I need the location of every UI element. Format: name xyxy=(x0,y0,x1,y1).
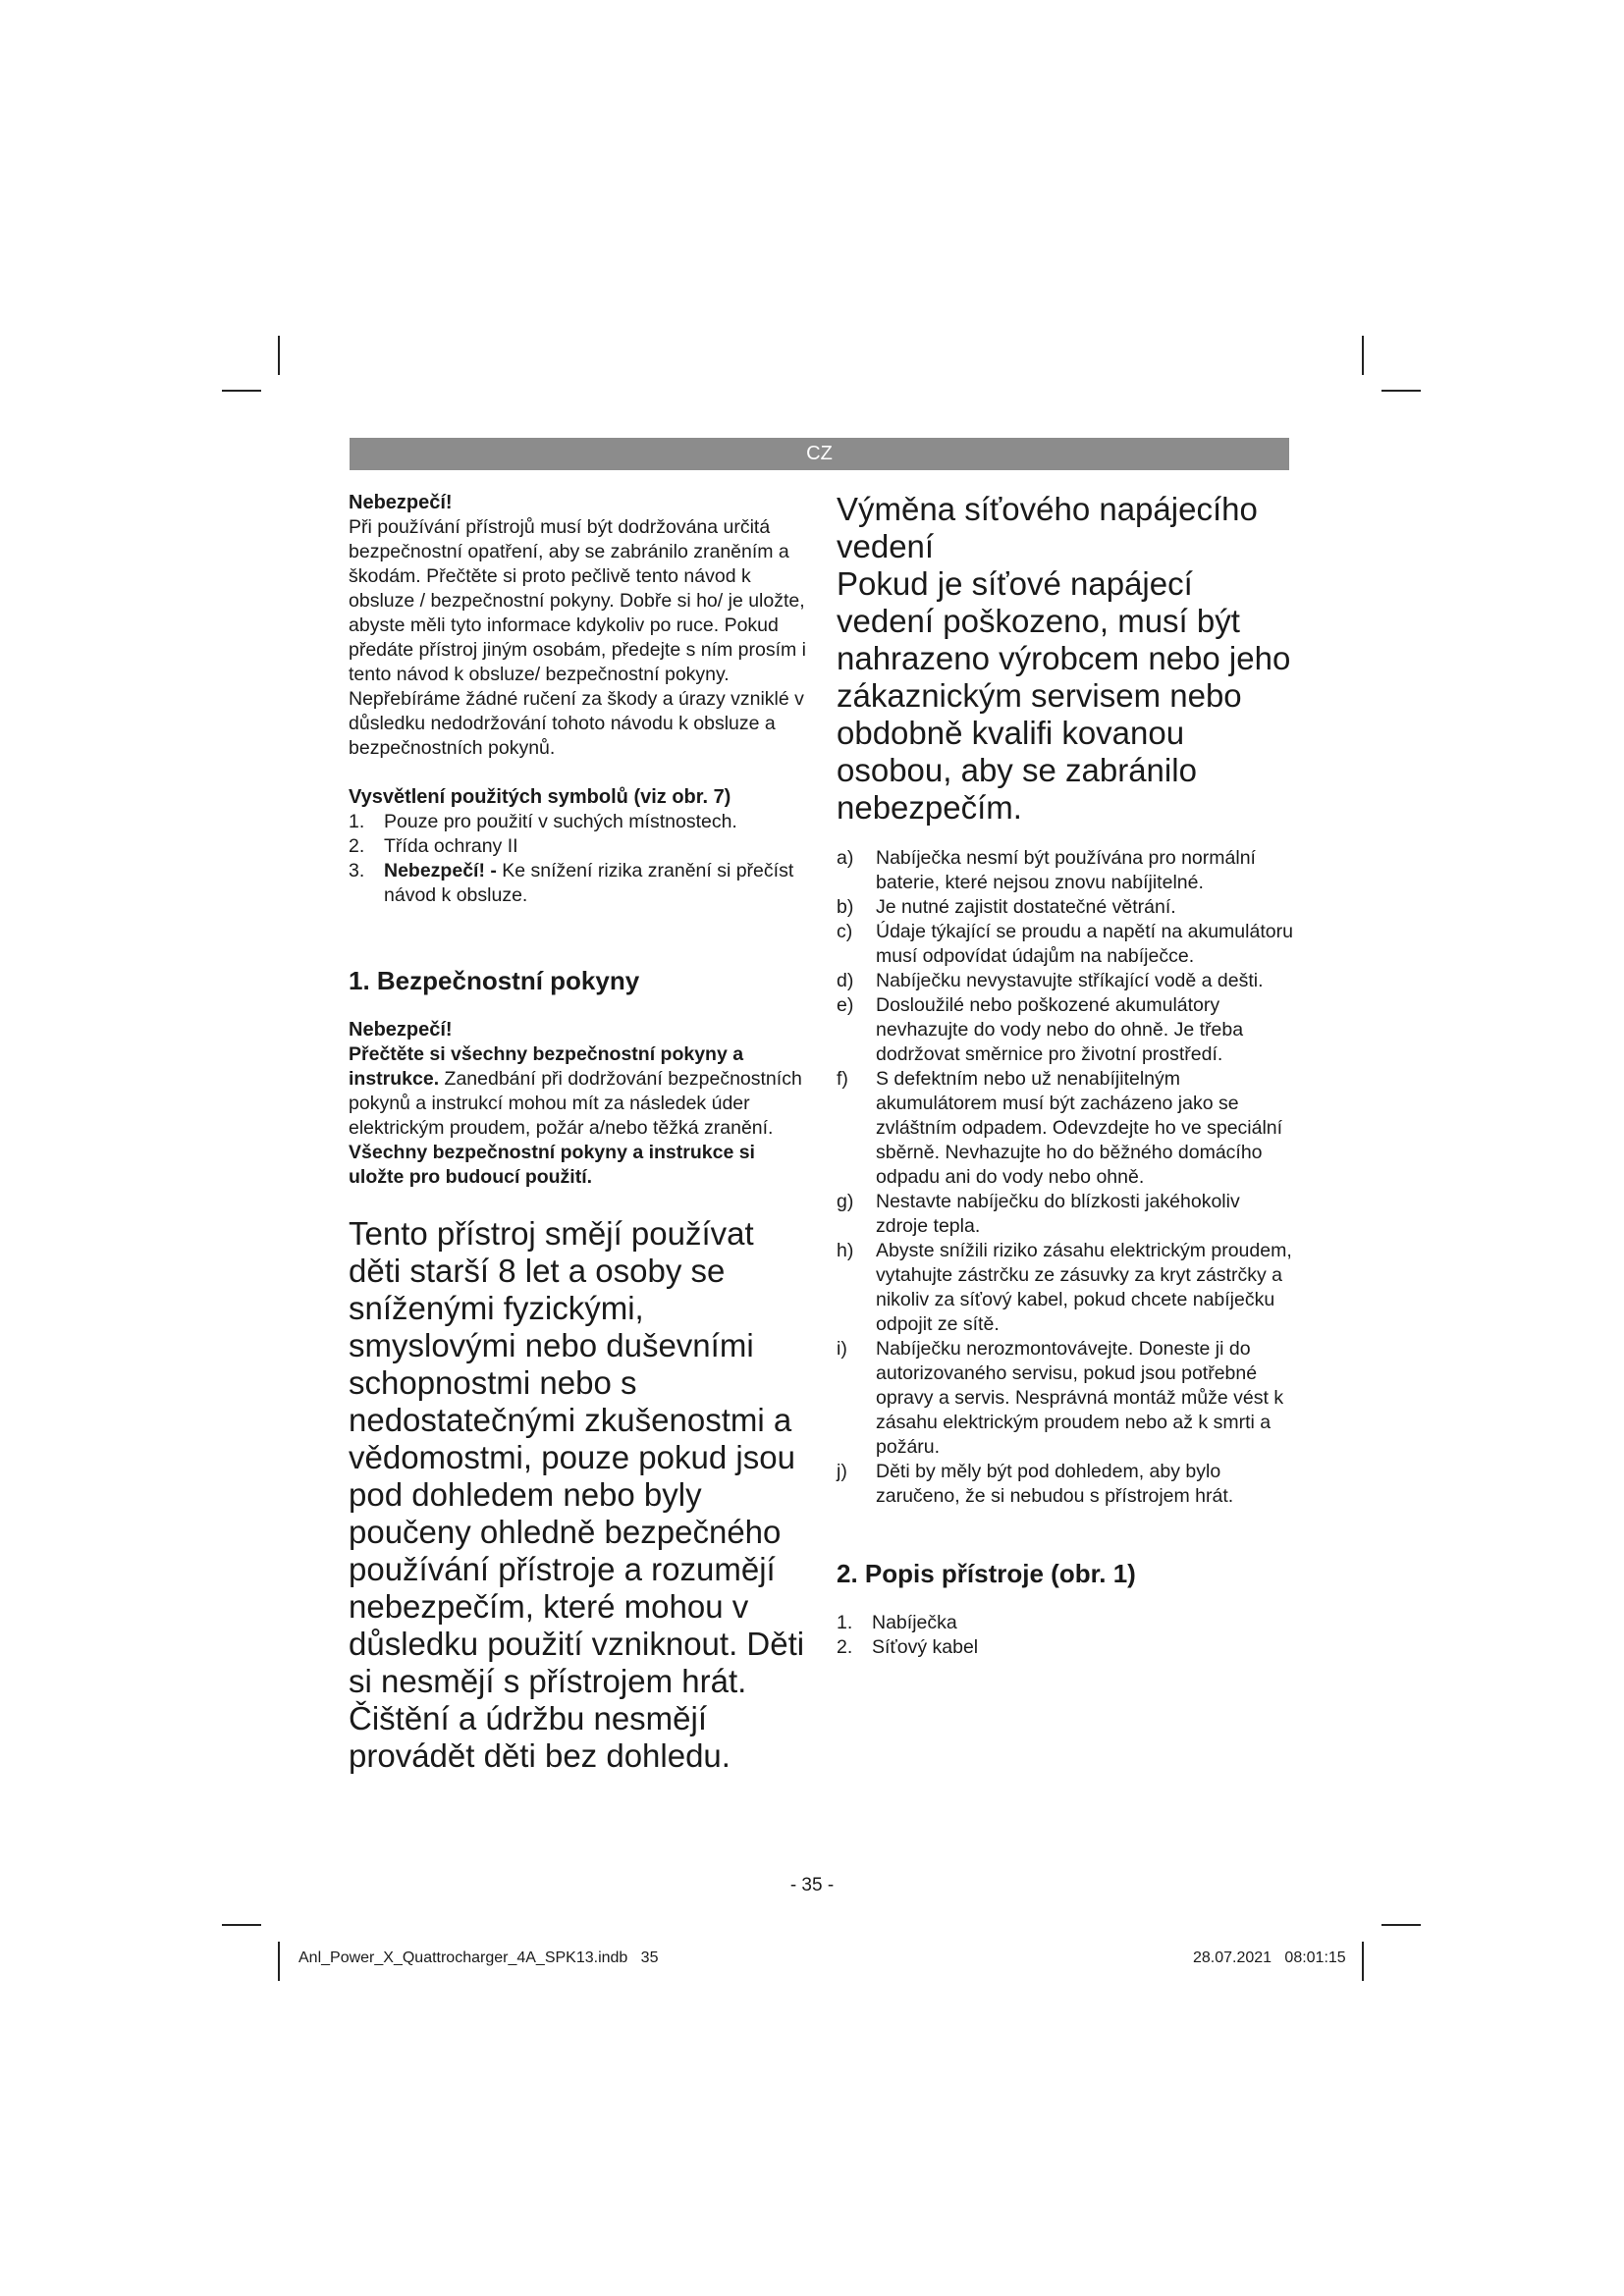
language-header-bar xyxy=(350,438,1289,470)
list-label: a) xyxy=(837,847,854,869)
list-item xyxy=(837,920,1296,969)
list-text: Nabíječku nevystavujte stříkající vodě a dešti. xyxy=(876,970,1264,991)
crop-mark xyxy=(1381,390,1421,392)
list-text: Abyste snížili riziko zásahu elektrickým proudem, vytahujte zástrčku ze zásuvky za kryt zástrčky a nikoliv za síťový kabel, pokud chcete nabíječku odpojit ze sítě. xyxy=(876,1240,1292,1335)
section-heading-description: 2. Popis přístroje (obr. 1) xyxy=(837,1559,1136,1588)
list-text: Pouze pro použití v suchých místnostech. xyxy=(384,811,737,832)
list-text: Děti by měly být pod dohledem, aby bylo zaručeno, že si nebudou s přístrojem hrát. xyxy=(876,1461,1234,1507)
list-number: 1. xyxy=(349,811,365,832)
list-item xyxy=(349,859,810,908)
list-number: 2. xyxy=(349,835,365,857)
list-item xyxy=(837,1337,1296,1460)
danger-paragraph-2 xyxy=(349,1042,810,1190)
danger-heading: Nebezpečí! xyxy=(349,492,453,513)
crop-mark xyxy=(1381,1924,1421,1926)
list-item xyxy=(837,1190,1296,1239)
list-label: d) xyxy=(837,970,854,991)
list-text: S defektním nebo už nenabíjitelným akumulátorem musí být zacházeno jako se zvláštním odpadem. Odevzdejte ho ve speciální sběrně. Nevhazujte ho do běžného domácího odpadu ani do vody nebo ohně. xyxy=(876,1068,1283,1188)
list-number: 1. xyxy=(837,1612,853,1633)
list-item xyxy=(837,1611,1296,1635)
list-text: Třída ochrany II xyxy=(384,835,518,857)
crop-mark xyxy=(1362,336,1364,375)
list-label: g) xyxy=(837,1191,854,1212)
crop-mark xyxy=(222,390,261,392)
symbols-heading: Vysvětlení použitých symbolů (viz obr. 7) xyxy=(349,786,731,808)
list-text: Nestavte nabíječku do blízkosti jakéhokoliv zdroje tepla. xyxy=(876,1191,1240,1237)
right-column xyxy=(837,491,1296,1660)
crop-mark xyxy=(222,1924,261,1926)
list-item xyxy=(837,993,1296,1067)
list-label: e) xyxy=(837,994,854,1016)
symbols-list xyxy=(349,810,810,908)
list-label: j) xyxy=(837,1461,847,1482)
parts-list xyxy=(837,1611,1296,1660)
list-item xyxy=(837,1239,1296,1337)
list-text: Je nutné zajistit dostatečné větrání. xyxy=(876,896,1176,918)
list-text: Nabíječka nesmí být používána pro normální baterie, které nejsou znovu nabíjitelné. xyxy=(876,847,1256,893)
list-number: 2. xyxy=(837,1636,853,1658)
list-text: Údaje týkající se proudu a napětí na akumulátoru musí odpovídat údajům na nabíječce. xyxy=(876,921,1293,967)
list-item xyxy=(837,895,1296,920)
danger-heading-2: Nebezpečí! xyxy=(349,1019,453,1041)
list-text: Ke snížení rizika zranění si přečíst návod k obsluze. xyxy=(384,860,794,906)
list-label: i) xyxy=(837,1338,847,1360)
page-number: - 35 - xyxy=(789,1875,835,1896)
left-column xyxy=(349,491,810,1775)
danger-paragraph: Při používání přístrojů musí být dodržována určitá bezpečnostní opatření, aby se zabránilo zraněním a škodám. Přečtěte si proto pečlivě tento návod k obsluze / bezpečnostní pokyny. Dobře si ho/ je uložte, abyste měli tyto informace kdykoliv po ruce. Pokud předáte přístroj jiným osobám, předejte s ním prosím i tento návod k obsluze/ bezpečnostní pokyny. Nepřebíráme žádné ručení za škody a úrazy vzniklé v důsledku nedodržování tohoto návodu k obsluze a bezpečnostních pokynů. xyxy=(349,516,807,759)
bold-text: Přečtěte si všechny bezpečnostní pokyny a instrukce. xyxy=(349,1043,744,1090)
list-item xyxy=(349,810,810,834)
list-text: Nabíječka xyxy=(872,1612,957,1633)
list-item xyxy=(349,834,810,859)
list-number: 3. xyxy=(349,860,365,881)
list-item xyxy=(837,969,1296,993)
crop-mark xyxy=(278,336,280,375)
bold-text: Všechny bezpečnostní pokyny a instrukce si uložte pro budoucí použití. xyxy=(349,1142,755,1188)
body-text: Zanedbání při dodržování bezpečnostních pokynů a instrukcí mohou mít za následek úder elektrickým proudem, požár a/nebo těžká zranění. xyxy=(349,1068,802,1139)
section-heading-safety: 1. Bezpečnostní pokyny xyxy=(349,966,640,995)
crop-mark xyxy=(1362,1942,1364,1981)
list-label: h) xyxy=(837,1240,854,1261)
language-code: CZ xyxy=(806,443,833,464)
list-bold-text: Nebezpečí! - xyxy=(384,860,497,881)
cable-paragraph: Pokud je síťové napájecí vedení poškozeno, musí být nahrazeno výrobcem nebo jeho zákaznickým servisem nebo obdobně kvalifi kovanou osobou, aby se zabránilo nebezpečím. xyxy=(837,565,1291,826)
footer-filename: Anl_Power_X_Quattrocharger_4A_SPK13.indb 35 xyxy=(298,1949,659,1966)
list-item xyxy=(837,1067,1296,1190)
list-text: Dosloužilé nebo poškozené akumulátory nevhazujte do vody nebo do ohně. Je třeba dodržovat směrnice pro životní prostředí. xyxy=(876,994,1244,1065)
list-label: b) xyxy=(837,896,854,918)
list-label: c) xyxy=(837,921,853,942)
crop-mark xyxy=(278,1942,280,1981)
list-label: f) xyxy=(837,1068,848,1090)
cable-heading: Výměna síťového napájecího vedení xyxy=(837,491,1258,564)
children-warning: Tento přístroj smějí používat děti starší 8 let a osoby se sníženými fyzickými, smyslovými nebo duševními schopnostmi nebo s nedostatečnými zkušenostmi a vědomostmi, pouze pokud jsou pod dohledem nebo byly poučeny ohledně bezpečného používání přístroje a rozumějí nebezpečím, které mohou v důsledku použití vzniknout. Děti si nesmějí s přístrojem hrát. Čištění a údržbu nesmějí provádět děti bez dohledu. xyxy=(349,1215,805,1774)
charger-safety-list xyxy=(837,846,1296,1509)
list-text: Síťový kabel xyxy=(872,1636,979,1658)
list-item xyxy=(837,1460,1296,1509)
list-text: Nabíječku nerozmontovávejte. Doneste ji do autorizovaného servisu, pokud jsou potřebné opravy a servis. Nesprávná montáž může vést k zásahu elektrickým proudem nebo až k smrti a požáru. xyxy=(876,1338,1284,1458)
list-item xyxy=(837,1635,1296,1660)
list-item xyxy=(837,846,1296,895)
footer-timestamp: 28.07.2021 08:01:15 xyxy=(1193,1949,1346,1966)
